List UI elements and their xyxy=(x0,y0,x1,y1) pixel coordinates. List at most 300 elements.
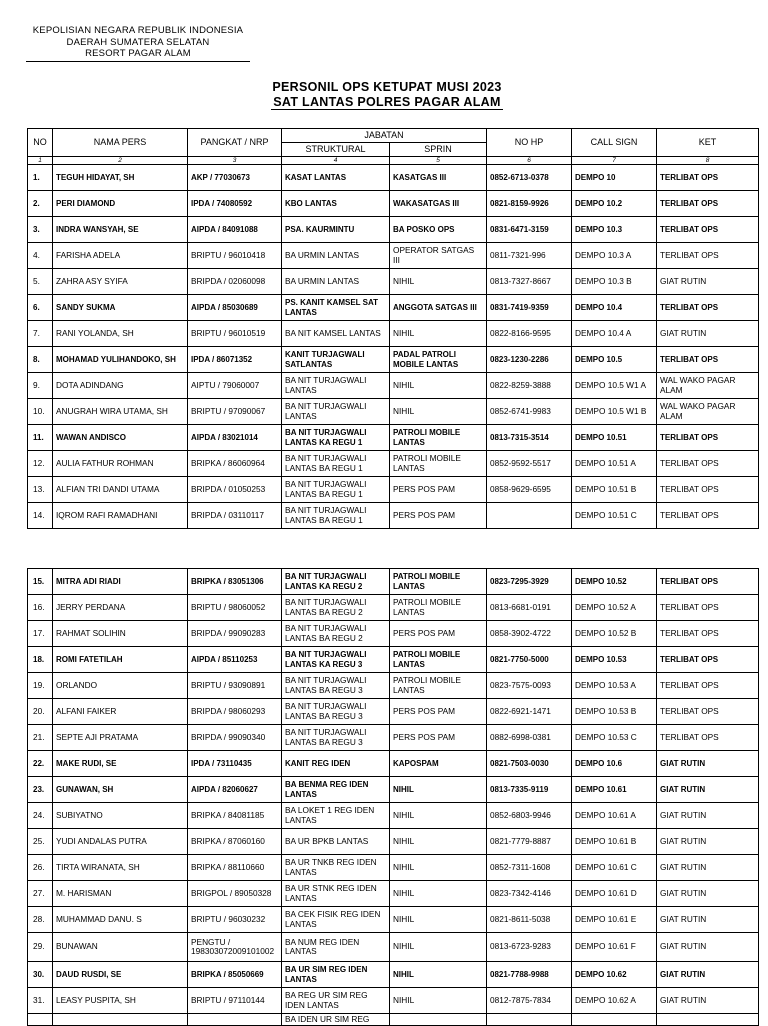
cell-nama: SANDY SUKMA xyxy=(53,295,188,321)
header-pangkat: PANGKAT / NRP xyxy=(188,129,282,157)
column-number: 7 xyxy=(572,157,657,165)
cell-nama: BUNAWAN xyxy=(53,933,188,962)
cell-struktural: BA UR TNKB REG IDEN LANTAS xyxy=(282,855,390,881)
cell-sprin: NIHIL xyxy=(390,373,487,399)
cell-no: 5. xyxy=(28,269,53,295)
cell-pangkat: BRIPTU / 97090067 xyxy=(188,399,282,425)
cell-pangkat: BRIPDA / 99090340 xyxy=(188,725,282,751)
cell-ket: TERLIBAT OPS xyxy=(657,595,759,621)
cell-nohp: 0831-7419-9359 xyxy=(487,295,572,321)
table-row xyxy=(28,829,759,855)
cell-callsign: DEMPO 10.53 C xyxy=(572,725,657,751)
table-row xyxy=(28,988,759,1014)
table-row xyxy=(28,907,759,933)
title-line-2: SAT LANTAS POLRES PAGAR ALAM xyxy=(273,95,501,109)
cell-pangkat: BRIPKA / 84081185 xyxy=(188,803,282,829)
table-row xyxy=(28,217,759,243)
cell-pangkat: BRIPTU / 96010519 xyxy=(188,321,282,347)
cell-callsign: DEMPO 10.5 W1 B xyxy=(572,399,657,425)
header-nohp: NO HP xyxy=(487,129,572,157)
table-row xyxy=(28,855,759,881)
column-number: 3 xyxy=(188,157,282,165)
cell-callsign: DEMPO 10.51 A xyxy=(572,451,657,477)
header-sprin: SPRIN xyxy=(390,143,487,157)
cell-nohp: 0822-8166-9595 xyxy=(487,321,572,347)
cell-nohp: 0852-7311-1608 xyxy=(487,855,572,881)
cell-no: 13. xyxy=(28,477,53,503)
cell-struktural: BA NIT TURJAGWALI LANTAS BA REGU 3 xyxy=(282,699,390,725)
cell-pangkat: AIPTU / 79060007 xyxy=(188,373,282,399)
cell-nama: PERI DIAMOND xyxy=(53,191,188,217)
cell-sprin: PATROLI MOBILE LANTAS xyxy=(390,569,487,595)
cell-pangkat: BRIPTU / 96030232 xyxy=(188,907,282,933)
cell-callsign: DEMPO 10.61 D xyxy=(572,881,657,907)
column-number: 5 xyxy=(390,157,487,165)
cell-struktural: KASAT LANTAS xyxy=(282,165,390,191)
cell-ket: GIAT RUTIN xyxy=(657,269,759,295)
cell-no: 20. xyxy=(28,699,53,725)
cell-nohp: 0812-7875-7834 xyxy=(487,988,572,1014)
cell-no: 29. xyxy=(28,933,53,962)
cell-nohp: 0821-7750-5000 xyxy=(487,647,572,673)
cell-callsign: DEMPO 10.52 A xyxy=(572,595,657,621)
cell-sprin: PADAL PATROLI MOBILE LANTAS xyxy=(390,347,487,373)
cell-no: 24. xyxy=(28,803,53,829)
table-row xyxy=(28,777,759,803)
cell-pangkat: BRIPKA / 87060160 xyxy=(188,829,282,855)
cell-struktural: BA URMIN LANTAS xyxy=(282,243,390,269)
cell-sprin: NIHIL xyxy=(390,855,487,881)
cell-no: 3. xyxy=(28,217,53,243)
cell-pangkat: BRIPKA / 85050669 xyxy=(188,962,282,988)
table-row xyxy=(28,399,759,425)
cell-pangkat: BRIPDA / 99090283 xyxy=(188,621,282,647)
cell-struktural: BA BENMA REG IDEN LANTAS xyxy=(282,777,390,803)
table-row xyxy=(28,425,759,451)
cell-struktural: KANIT REG IDEN xyxy=(282,751,390,777)
table-row xyxy=(28,295,759,321)
cell-sprin: PATROLI MOBILE LANTAS xyxy=(390,425,487,451)
cell-nama: SEPTE AJI PRATAMA xyxy=(53,725,188,751)
table-row xyxy=(28,165,759,191)
cell-ket: TERLIBAT OPS xyxy=(657,673,759,699)
cell-nohp: 0813-7335-9119 xyxy=(487,777,572,803)
cell-sprin: PATROLI MOBILE LANTAS xyxy=(390,451,487,477)
cell-sprin: PATROLI MOBILE LANTAS xyxy=(390,647,487,673)
cell-nama: DOTA ADINDANG xyxy=(53,373,188,399)
cell-struktural: KANIT TURJAGWALI SATLANTAS xyxy=(282,347,390,373)
cell-nohp: 0823-7295-3929 xyxy=(487,569,572,595)
cell-ket: TERLIBAT OPS xyxy=(657,243,759,269)
cell-callsign: DEMPO 10.61 A xyxy=(572,803,657,829)
cell-nohp: 0813-7315-3514 xyxy=(487,425,572,451)
cell-no: 19. xyxy=(28,673,53,699)
cell-no: 8. xyxy=(28,347,53,373)
cell-no: 15. xyxy=(28,569,53,595)
cell-no: 27. xyxy=(28,881,53,907)
header-struktural: STRUKTURAL xyxy=(282,143,390,157)
cell-nohp: 0821-7788-9988 xyxy=(487,962,572,988)
cell-nohp: 0811-7321-996 xyxy=(487,243,572,269)
cell-no: 18. xyxy=(28,647,53,673)
cell-callsign: DEMPO 10.5 xyxy=(572,347,657,373)
cell-struktural: BA NIT TURJAGWALI LANTAS BA REGU 2 xyxy=(282,621,390,647)
cell-pangkat: AIPDA / 84091088 xyxy=(188,217,282,243)
cell-nohp: 0852-9592-5517 xyxy=(487,451,572,477)
cell-struktural: BA NIT TURJAGWALI LANTAS xyxy=(282,373,390,399)
cell-ket: GIAT RUTIN xyxy=(657,988,759,1014)
cell-ket: WAL WAKO PAGAR ALAM xyxy=(657,399,759,425)
cell-pangkat: AIPDA / 85110253 xyxy=(188,647,282,673)
cell-ket: GIAT RUTIN xyxy=(657,777,759,803)
cell-nohp: 0813-6681-0191 xyxy=(487,595,572,621)
cell-struktural: BA NIT TURJAGWALI LANTAS BA REGU 3 xyxy=(282,725,390,751)
cell-ket: TERLIBAT OPS xyxy=(657,295,759,321)
cell-sprin: NIHIL xyxy=(390,933,487,962)
cell-sprin: NIHIL xyxy=(390,907,487,933)
cell-callsign: DEMPO 10.2 xyxy=(572,191,657,217)
cell-no: 31. xyxy=(28,988,53,1014)
cell-nama: GUNAWAN, SH xyxy=(53,777,188,803)
letterhead xyxy=(26,25,250,62)
cell-ket: TERLIBAT OPS xyxy=(657,569,759,595)
table-row xyxy=(28,881,759,907)
table-row xyxy=(28,621,759,647)
cell-ket: TERLIBAT OPS xyxy=(657,503,759,529)
cell-sprin: NIHIL xyxy=(390,988,487,1014)
cell-ket: TERLIBAT OPS xyxy=(657,425,759,451)
cell-no: 12. xyxy=(28,451,53,477)
cell-sprin: PERS POS PAM xyxy=(390,725,487,751)
cell-callsign: DEMPO 10.61 B xyxy=(572,829,657,855)
cell-pangkat: BRIPKA / 83051306 xyxy=(188,569,282,595)
cell-struktural: BA NIT TURJAGWALI LANTAS BA REGU 1 xyxy=(282,477,390,503)
cell-pangkat: BRIPTU / 96010418 xyxy=(188,243,282,269)
table-row xyxy=(28,725,759,751)
cell-nama: TIRTA WIRANATA, SH xyxy=(53,855,188,881)
cell-nama: WAWAN ANDISCO xyxy=(53,425,188,451)
cell-ket: TERLIBAT OPS xyxy=(657,477,759,503)
cell-nohp: 0858-3902-4722 xyxy=(487,621,572,647)
cell-ket: GIAT RUTIN xyxy=(657,881,759,907)
cell-struktural: KBO LANTAS xyxy=(282,191,390,217)
cell-sprin: NIHIL xyxy=(390,269,487,295)
document-title xyxy=(232,80,542,110)
cell-nohp: 0852-6741-9983 xyxy=(487,399,572,425)
cell-pangkat: BRIPDA / 02060098 xyxy=(188,269,282,295)
cell-callsign: DEMPO 10.61 F xyxy=(572,933,657,962)
cell-sprin: KAPOSPAM xyxy=(390,751,487,777)
column-number: 4 xyxy=(282,157,390,165)
cell-sprin: PERS POS PAM xyxy=(390,621,487,647)
cell-pangkat: BRIPDA / 03110117 xyxy=(188,503,282,529)
cell-sprin: BA POSKO OPS xyxy=(390,217,487,243)
cell-callsign: DEMPO 10.62 A xyxy=(572,988,657,1014)
cell-nohp xyxy=(487,503,572,529)
cell-struktural: BA UR STNK REG IDEN LANTAS xyxy=(282,881,390,907)
cell-nama: JERRY PERDANA xyxy=(53,595,188,621)
cell-struktural: PS. KANIT KAMSEL SAT LANTAS xyxy=(282,295,390,321)
column-number: 8 xyxy=(657,157,759,165)
cell-sprin: WAKASATGAS III xyxy=(390,191,487,217)
cell-struktural: BA IDEN UR SIM REG xyxy=(282,1014,390,1026)
cell-no: 7. xyxy=(28,321,53,347)
cell-ket: GIAT RUTIN xyxy=(657,321,759,347)
cell-no: 16. xyxy=(28,595,53,621)
table-row xyxy=(28,569,759,595)
cell-nama: MOHAMAD YULIHANDOKO, SH xyxy=(53,347,188,373)
cell-nohp: 0823-7575-0093 xyxy=(487,673,572,699)
cell-pangkat: AIPDA / 83021014 xyxy=(188,425,282,451)
column-number: 1 xyxy=(28,157,53,165)
letterhead-line-2: DAERAH SUMATERA SELATAN xyxy=(66,36,210,48)
cell-nama: SUBIYATNO xyxy=(53,803,188,829)
cell-sprin: NIHIL xyxy=(390,803,487,829)
cell-sprin: NIHIL xyxy=(390,321,487,347)
cell-pangkat: AIPDA / 85030689 xyxy=(188,295,282,321)
cell-struktural: BA NIT TURJAGWALI LANTAS BA REGU 1 xyxy=(282,503,390,529)
cell-nama: DAUD RUSDI, SE xyxy=(53,962,188,988)
cell-nohp: 0822-8259-3888 xyxy=(487,373,572,399)
cell-callsign: DEMPO 10 xyxy=(572,165,657,191)
cell-callsign: DEMPO 10.53 xyxy=(572,647,657,673)
cell-callsign: DEMPO 10.51 xyxy=(572,425,657,451)
cell-struktural: BA NUM REG IDEN LANTAS xyxy=(282,933,390,962)
cell-nohp: 0858-9629-6595 xyxy=(487,477,572,503)
header-ket: KET xyxy=(657,129,759,157)
cell-ket: TERLIBAT OPS xyxy=(657,347,759,373)
cell-nohp: 0821-8611-5038 xyxy=(487,907,572,933)
cell-ket: TERLIBAT OPS xyxy=(657,647,759,673)
column-number-row xyxy=(28,157,759,165)
cell-nama: AULIA FATHUR ROHMAN xyxy=(53,451,188,477)
cell-no: 22. xyxy=(28,751,53,777)
cell-sprin: ANGGOTA SATGAS III xyxy=(390,295,487,321)
cell-no: 2. xyxy=(28,191,53,217)
table-row xyxy=(28,595,759,621)
table-row xyxy=(28,451,759,477)
cell-struktural: PSA. KAURMINTU xyxy=(282,217,390,243)
cell-struktural: BA NIT TURJAGWALI LANTAS KA REGU 2 xyxy=(282,569,390,595)
cell-ket: TERLIBAT OPS xyxy=(657,165,759,191)
header-nama: NAMA PERS xyxy=(53,129,188,157)
cell-pangkat: BRIGPOL / 89050328 xyxy=(188,881,282,907)
cell-nohp: 0821-8159-9926 xyxy=(487,191,572,217)
cell-no: 30. xyxy=(28,962,53,988)
letterhead-line-1: KEPOLISIAN NEGARA REPUBLIK INDONESIA xyxy=(32,25,244,36)
cell-callsign: DEMPO 10.61 C xyxy=(572,855,657,881)
cell-nama: ALFANI FAIKER xyxy=(53,699,188,725)
cell-nohp: 0823-1230-2286 xyxy=(487,347,572,373)
cell-no: 14. xyxy=(28,503,53,529)
cell-no: 11. xyxy=(28,425,53,451)
table-row xyxy=(28,269,759,295)
table-row xyxy=(28,243,759,269)
cell-no: 17. xyxy=(28,621,53,647)
cell-struktural: BA UR BPKB LANTAS xyxy=(282,829,390,855)
cell-callsign: DEMPO 10.3 B xyxy=(572,269,657,295)
cell-ket: TERLIBAT OPS xyxy=(657,725,759,751)
cell-no: 6. xyxy=(28,295,53,321)
cell-struktural: BA LOKET 1 REG IDEN LANTAS xyxy=(282,803,390,829)
cell-callsign: DEMPO 10.53 A xyxy=(572,673,657,699)
cell-ket: GIAT RUTIN xyxy=(657,933,759,962)
table-row xyxy=(28,373,759,399)
cell-callsign: DEMPO 10.61 xyxy=(572,777,657,803)
cell-nama: YUDI ANDALAS PUTRA xyxy=(53,829,188,855)
cell-no: 25. xyxy=(28,829,53,855)
cell-callsign: DEMPO 10.6 xyxy=(572,751,657,777)
header-jabatan: JABATAN xyxy=(282,129,487,143)
cell-callsign: DEMPO 10.4 xyxy=(572,295,657,321)
table-row xyxy=(28,477,759,503)
cell-pangkat: BRIPTU / 98060052 xyxy=(188,595,282,621)
cell-no: 28. xyxy=(28,907,53,933)
cell-callsign: DEMPO 10.53 B xyxy=(572,699,657,725)
cell-callsign: DEMPO 10.61 E xyxy=(572,907,657,933)
table-row xyxy=(28,503,759,529)
cell-sprin: PERS POS PAM xyxy=(390,477,487,503)
cell-ket: TERLIBAT OPS xyxy=(657,699,759,725)
cell-callsign: DEMPO 10.52 B xyxy=(572,621,657,647)
cell-sprin: PATROLI MOBILE LANTAS xyxy=(390,673,487,699)
cell-ket: GIAT RUTIN xyxy=(657,962,759,988)
cell-nama: RANI YOLANDA, SH xyxy=(53,321,188,347)
cell-nohp: 0831-6471-3159 xyxy=(487,217,572,243)
cell-pangkat: BRIPDA / 98060293 xyxy=(188,699,282,725)
cell-pangkat: PENGTU / 198303072009101002 xyxy=(188,933,282,962)
header-no: NO xyxy=(28,129,53,157)
cell-struktural: BA NIT TURJAGWALI LANTAS KA REGU 1 xyxy=(282,425,390,451)
cell-ket: GIAT RUTIN xyxy=(657,829,759,855)
table-row xyxy=(28,933,759,962)
cell-callsign: DEMPO 10.4 A xyxy=(572,321,657,347)
cell-ket: TERLIBAT OPS xyxy=(657,191,759,217)
cell-struktural: BA NIT TURJAGWALI LANTAS KA REGU 3 xyxy=(282,647,390,673)
cell-sprin: NIHIL xyxy=(390,881,487,907)
table-row xyxy=(28,647,759,673)
cell-nama: M. HARISMAN xyxy=(53,881,188,907)
cell-pangkat: IPDA / 86071352 xyxy=(188,347,282,373)
cell-sprin: PERS POS PAM xyxy=(390,699,487,725)
cell-nama: TEGUH HIDAYAT, SH xyxy=(53,165,188,191)
cell-pangkat: AKP / 77030673 xyxy=(188,165,282,191)
cell-nama: ZAHRA ASY SYIFA xyxy=(53,269,188,295)
personnel-table-page-1 xyxy=(27,128,759,529)
cell-ket: GIAT RUTIN xyxy=(657,751,759,777)
cell-nohp: 0821-7779-8887 xyxy=(487,829,572,855)
cell-callsign: DEMPO 10.51 C xyxy=(572,503,657,529)
personnel-table-page-2 xyxy=(27,568,759,1026)
cell-nama: MUHAMMAD DANU. S xyxy=(53,907,188,933)
cell-pangkat: BRIPKA / 88110660 xyxy=(188,855,282,881)
letterhead-rule xyxy=(26,61,250,62)
cell-no: 21. xyxy=(28,725,53,751)
cell-nohp: 0821-7503-0030 xyxy=(487,751,572,777)
cell-nohp: 0813-7327-8667 xyxy=(487,269,572,295)
cell-nama: ALFIAN TRI DANDI UTAMA xyxy=(53,477,188,503)
cell-nohp: 0823-7342-4146 xyxy=(487,881,572,907)
cell-no: 9. xyxy=(28,373,53,399)
cell-nohp: 0852-6803-9946 xyxy=(487,803,572,829)
cell-pangkat: BRIPKA / 86060964 xyxy=(188,451,282,477)
cell-nama: FARISHA ADELA xyxy=(53,243,188,269)
cell-ket: TERLIBAT OPS xyxy=(657,621,759,647)
cell-nama: MAKE RUDI, SE xyxy=(53,751,188,777)
table-row xyxy=(28,673,759,699)
cell-callsign: DEMPO 10.5 W1 A xyxy=(572,373,657,399)
cell-pangkat: BRIPTU / 97110144 xyxy=(188,988,282,1014)
cell-pangkat: AIPDA / 82060627 xyxy=(188,777,282,803)
header-callsign: CALL SIGN xyxy=(572,129,657,157)
cell-struktural: BA REG UR SIM REG IDEN LANTAS xyxy=(282,988,390,1014)
cell-sprin: OPERATOR SATGAS III xyxy=(390,243,487,269)
cell-nama: ROMI FATETILAH xyxy=(53,647,188,673)
cell-nohp: 0882-6998-0381 xyxy=(487,725,572,751)
cell-nohp: 0852-6713-0378 xyxy=(487,165,572,191)
column-number: 2 xyxy=(53,157,188,165)
cell-struktural: BA NIT TURJAGWALI LANTAS xyxy=(282,399,390,425)
cell-no: 1. xyxy=(28,165,53,191)
table-row xyxy=(28,751,759,777)
table-row xyxy=(28,699,759,725)
cell-ket: GIAT RUTIN xyxy=(657,907,759,933)
cell-ket: WAL WAKO PAGAR ALAM xyxy=(657,373,759,399)
cell-nohp: 0822-6921-1471 xyxy=(487,699,572,725)
cell-pangkat: IPDA / 73110435 xyxy=(188,751,282,777)
column-number: 6 xyxy=(487,157,572,165)
cell-callsign: DEMPO 10.3 A xyxy=(572,243,657,269)
cell-ket: GIAT RUTIN xyxy=(657,803,759,829)
cell-struktural: BA CEK FISIK REG IDEN LANTAS xyxy=(282,907,390,933)
table-row xyxy=(28,191,759,217)
cell-struktural: BA URMIN LANTAS xyxy=(282,269,390,295)
cell-sprin: PATROLI MOBILE LANTAS xyxy=(390,595,487,621)
cell-sprin: NIHIL xyxy=(390,829,487,855)
cell-no: 10. xyxy=(28,399,53,425)
cell-no: 26. xyxy=(28,855,53,881)
cell-ket: TERLIBAT OPS xyxy=(657,451,759,477)
cell-ket: GIAT RUTIN xyxy=(657,855,759,881)
cell-pangkat: BRIPDA / 01050253 xyxy=(188,477,282,503)
cell-struktural: BA NIT TURJAGWALI LANTAS BA REGU 2 xyxy=(282,595,390,621)
cell-struktural: BA NIT KAMSEL LANTAS xyxy=(282,321,390,347)
cell-callsign: DEMPO 10.52 xyxy=(572,569,657,595)
table-row xyxy=(28,347,759,373)
cell-struktural: BA NIT TURJAGWALI LANTAS BA REGU 1 xyxy=(282,451,390,477)
cell-sprin: NIHIL xyxy=(390,777,487,803)
cell-nohp: 0813-6723-9283 xyxy=(487,933,572,962)
cell-no: 23. xyxy=(28,777,53,803)
cell-sprin: PERS POS PAM xyxy=(390,503,487,529)
cell-nama: IQROM RAFI RAMADHANI xyxy=(53,503,188,529)
table-row xyxy=(28,321,759,347)
cell-sprin: NIHIL xyxy=(390,399,487,425)
cell-pangkat: IPDA / 74080592 xyxy=(188,191,282,217)
cell-nama: RAHMAT SOLIHIN xyxy=(53,621,188,647)
cell-nama: INDRA WANSYAH, SE xyxy=(53,217,188,243)
cell-sprin: KASATGAS III xyxy=(390,165,487,191)
cell-nama: ANUGRAH WIRA UTAMA, SH xyxy=(53,399,188,425)
cell-nama: MITRA ADI RIADI xyxy=(53,569,188,595)
letterhead-line-3: RESORT PAGAR ALAM xyxy=(85,48,191,59)
cell-nama: ORLANDO xyxy=(53,673,188,699)
cell-nama: LEASY PUSPITA, SH xyxy=(53,988,188,1014)
cell-sprin: NIHIL xyxy=(390,962,487,988)
title-line-1: PERSONIL OPS KETUPAT MUSI 2023 xyxy=(272,80,502,94)
cell-callsign: DEMPO 10.51 B xyxy=(572,477,657,503)
cell-ket: TERLIBAT OPS xyxy=(657,217,759,243)
